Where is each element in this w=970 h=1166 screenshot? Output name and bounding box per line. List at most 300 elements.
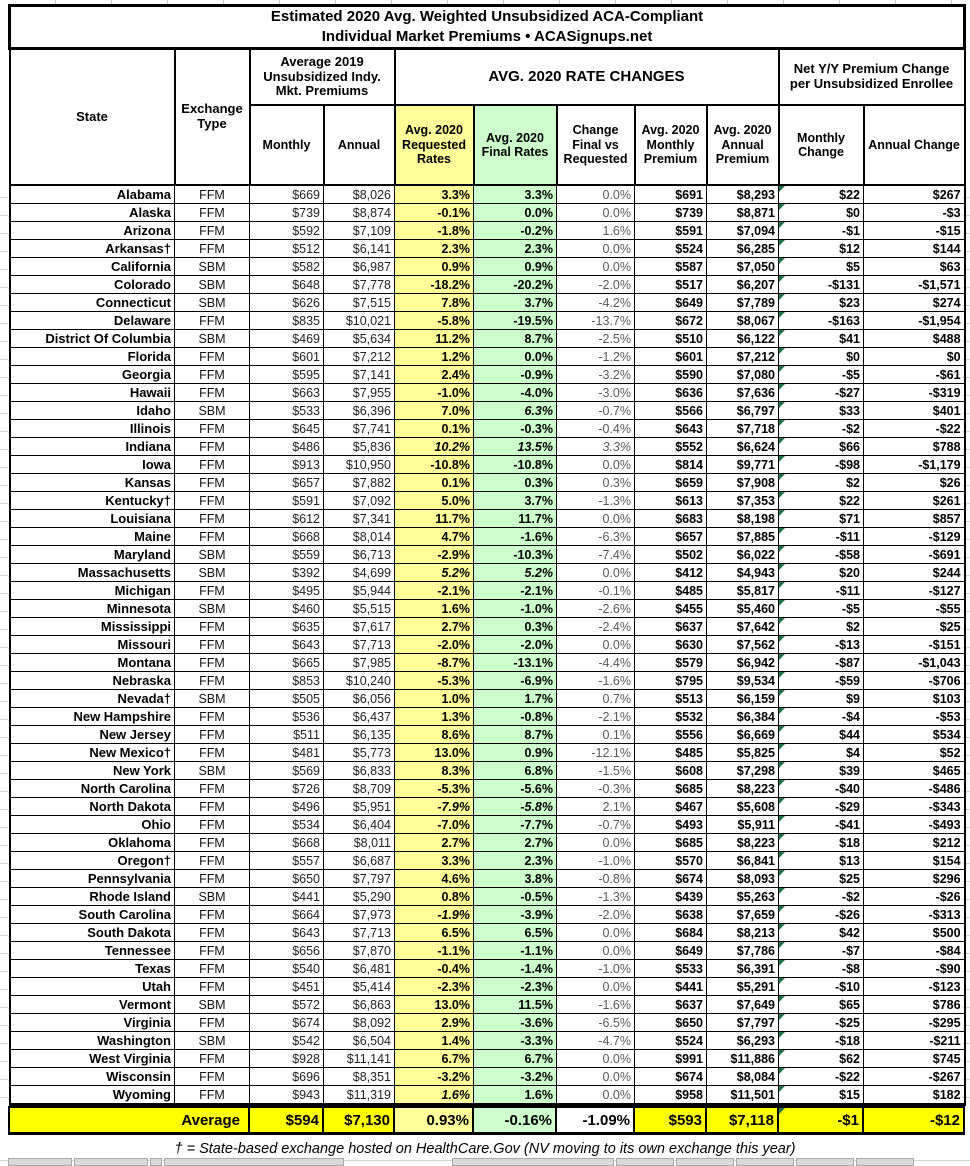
cell-monthly-change[interactable]: -$7 xyxy=(779,942,864,960)
cell-final-rate[interactable]: -2.3% xyxy=(474,978,557,996)
cell-state[interactable]: Utah xyxy=(10,978,175,996)
cell-change-final-vs-requested[interactable]: 0.0% xyxy=(557,258,635,276)
cell-exchange-type[interactable]: SBM xyxy=(175,762,250,780)
cell-monthly-change[interactable]: $42 xyxy=(779,924,864,942)
cell-state[interactable]: Massachusetts xyxy=(10,564,175,582)
cell-requested-rate[interactable]: -1.1% xyxy=(395,942,474,960)
cell-exchange-type[interactable]: FFM xyxy=(175,1068,250,1086)
cell-change-final-vs-requested[interactable]: 0.0% xyxy=(557,564,635,582)
cell-exchange-type[interactable]: SBM xyxy=(175,888,250,906)
sheet-tab[interactable] xyxy=(676,1158,734,1166)
cell-monthly-change[interactable]: $22 xyxy=(779,492,864,510)
cell-state[interactable]: New York xyxy=(10,762,175,780)
cell-annual-premium-2020[interactable]: $7,718 xyxy=(707,420,779,438)
cell-annual-premium-2020[interactable]: $7,080 xyxy=(707,366,779,384)
cell-annual-premium-2020[interactable]: $5,817 xyxy=(707,582,779,600)
cell-state[interactable]: Hawaii xyxy=(10,384,175,402)
average-monthly-premium-2020[interactable]: $593 xyxy=(634,1107,706,1134)
cell-requested-rate[interactable]: 6.5% xyxy=(395,924,474,942)
cell-requested-rate[interactable]: -5.3% xyxy=(395,780,474,798)
cell-annual-change[interactable]: -$1,179 xyxy=(864,456,965,474)
cell-requested-rate[interactable]: 1.6% xyxy=(395,1086,474,1105)
cell-annual-premium-2020[interactable]: $7,353 xyxy=(707,492,779,510)
cell-monthly-premium-2020[interactable]: $630 xyxy=(635,636,707,654)
cell-state[interactable]: Washington xyxy=(10,1032,175,1050)
cell-final-rate[interactable]: -10.8% xyxy=(474,456,557,474)
cell-monthly-premium-2020[interactable]: $650 xyxy=(635,1014,707,1032)
cell-exchange-type[interactable]: SBM xyxy=(175,402,250,420)
cell-annual-premium-2020[interactable]: $7,649 xyxy=(707,996,779,1014)
cell-state[interactable]: Missouri xyxy=(10,636,175,654)
cell-annual-change[interactable]: -$129 xyxy=(864,528,965,546)
cell-annual-premium-2020[interactable]: $6,159 xyxy=(707,690,779,708)
cell-change-final-vs-requested[interactable]: 1.6% xyxy=(557,222,635,240)
cell-requested-rate[interactable]: 2.7% xyxy=(395,618,474,636)
average-requested-rate[interactable]: 0.93% xyxy=(394,1107,473,1134)
cell-annual-2019[interactable]: $7,341 xyxy=(324,510,395,528)
cell-monthly-premium-2020[interactable]: $674 xyxy=(635,870,707,888)
cell-state[interactable]: South Dakota xyxy=(10,924,175,942)
cell-requested-rate[interactable]: 4.6% xyxy=(395,870,474,888)
cell-exchange-type[interactable]: FFM xyxy=(175,654,250,672)
cell-state[interactable]: New Hampshire xyxy=(10,708,175,726)
cell-annual-premium-2020[interactable]: $4,943 xyxy=(707,564,779,582)
cell-annual-premium-2020[interactable]: $8,213 xyxy=(707,924,779,942)
cell-annual-change[interactable]: $274 xyxy=(864,294,965,312)
cell-final-rate[interactable]: -10.3% xyxy=(474,546,557,564)
cell-monthly-change[interactable]: $2 xyxy=(779,618,864,636)
cell-change-final-vs-requested[interactable]: -2.1% xyxy=(557,708,635,726)
cell-state[interactable]: Indiana xyxy=(10,438,175,456)
cell-change-final-vs-requested[interactable]: -4.2% xyxy=(557,294,635,312)
cell-exchange-type[interactable]: FFM xyxy=(175,726,250,744)
cell-monthly-premium-2020[interactable]: $493 xyxy=(635,816,707,834)
cell-change-final-vs-requested[interactable]: 0.0% xyxy=(557,204,635,222)
cell-monthly-2019[interactable]: $650 xyxy=(250,870,324,888)
cell-monthly-change[interactable]: $22 xyxy=(779,185,864,204)
cell-monthly-change[interactable]: $65 xyxy=(779,996,864,1014)
average-annual-change[interactable]: -$12 xyxy=(863,1107,964,1134)
cell-requested-rate[interactable]: 10.2% xyxy=(395,438,474,456)
cell-state[interactable]: Wisconsin xyxy=(10,1068,175,1086)
cell-monthly-2019[interactable]: $542 xyxy=(250,1032,324,1050)
cell-monthly-2019[interactable]: $559 xyxy=(250,546,324,564)
cell-monthly-change[interactable]: $25 xyxy=(779,870,864,888)
cell-monthly-change[interactable]: -$10 xyxy=(779,978,864,996)
cell-annual-2019[interactable]: $8,874 xyxy=(324,204,395,222)
cell-monthly-2019[interactable]: $511 xyxy=(250,726,324,744)
cell-state[interactable]: Oklahoma xyxy=(10,834,175,852)
cell-change-final-vs-requested[interactable]: -2.4% xyxy=(557,618,635,636)
cell-monthly-premium-2020[interactable]: $570 xyxy=(635,852,707,870)
cell-annual-premium-2020[interactable]: $6,841 xyxy=(707,852,779,870)
sheet-tab[interactable] xyxy=(8,1158,72,1166)
cell-monthly-change[interactable]: $23 xyxy=(779,294,864,312)
cell-change-final-vs-requested[interactable]: -4.4% xyxy=(557,654,635,672)
cell-monthly-2019[interactable]: $392 xyxy=(250,564,324,582)
cell-annual-2019[interactable]: $10,021 xyxy=(324,312,395,330)
cell-annual-change[interactable]: -$15 xyxy=(864,222,965,240)
cell-change-final-vs-requested[interactable]: -0.4% xyxy=(557,420,635,438)
cell-exchange-type[interactable]: FFM xyxy=(175,456,250,474)
cell-annual-2019[interactable]: $5,290 xyxy=(324,888,395,906)
cell-requested-rate[interactable]: 13.0% xyxy=(395,744,474,762)
cell-requested-rate[interactable]: 0.1% xyxy=(395,474,474,492)
cell-state[interactable]: Kansas xyxy=(10,474,175,492)
cell-monthly-premium-2020[interactable]: $795 xyxy=(635,672,707,690)
cell-requested-rate[interactable]: -2.3% xyxy=(395,978,474,996)
cell-annual-2019[interactable]: $5,773 xyxy=(324,744,395,762)
average-final-rate[interactable]: -0.16% xyxy=(473,1107,556,1134)
cell-change-final-vs-requested[interactable]: 0.0% xyxy=(557,185,635,204)
cell-annual-premium-2020[interactable]: $5,263 xyxy=(707,888,779,906)
cell-exchange-type[interactable]: FFM xyxy=(175,438,250,456)
cell-monthly-2019[interactable]: $913 xyxy=(250,456,324,474)
cell-annual-2019[interactable]: $7,882 xyxy=(324,474,395,492)
cell-exchange-type[interactable]: FFM xyxy=(175,474,250,492)
cell-annual-change[interactable]: -$313 xyxy=(864,906,965,924)
cell-state[interactable]: Delaware xyxy=(10,312,175,330)
cell-annual-change[interactable]: -$90 xyxy=(864,960,965,978)
average-change-final-vs-requested[interactable]: -1.09% xyxy=(556,1107,634,1134)
cell-monthly-premium-2020[interactable]: $513 xyxy=(635,690,707,708)
cell-monthly-2019[interactable]: $591 xyxy=(250,492,324,510)
cell-change-final-vs-requested[interactable]: -2.6% xyxy=(557,600,635,618)
cell-requested-rate[interactable]: 8.3% xyxy=(395,762,474,780)
cell-exchange-type[interactable]: FFM xyxy=(175,312,250,330)
cell-monthly-2019[interactable]: $534 xyxy=(250,816,324,834)
cell-final-rate[interactable]: 5.2% xyxy=(474,564,557,582)
cell-annual-change[interactable]: $182 xyxy=(864,1086,965,1105)
cell-monthly-2019[interactable]: $657 xyxy=(250,474,324,492)
cell-monthly-change[interactable]: -$18 xyxy=(779,1032,864,1050)
cell-monthly-change[interactable]: $13 xyxy=(779,852,864,870)
cell-change-final-vs-requested[interactable]: -4.7% xyxy=(557,1032,635,1050)
cell-change-final-vs-requested[interactable]: -6.5% xyxy=(557,1014,635,1032)
cell-final-rate[interactable]: -4.0% xyxy=(474,384,557,402)
cell-final-rate[interactable]: -13.1% xyxy=(474,654,557,672)
cell-exchange-type[interactable]: FFM xyxy=(175,384,250,402)
cell-requested-rate[interactable]: -1.9% xyxy=(395,906,474,924)
cell-state[interactable]: Oregon† xyxy=(10,852,175,870)
cell-exchange-type[interactable]: FFM xyxy=(175,636,250,654)
cell-annual-change[interactable]: -$123 xyxy=(864,978,965,996)
cell-annual-2019[interactable]: $7,212 xyxy=(324,348,395,366)
cell-annual-change[interactable]: $52 xyxy=(864,744,965,762)
cell-annual-premium-2020[interactable]: $9,771 xyxy=(707,456,779,474)
cell-monthly-2019[interactable]: $592 xyxy=(250,222,324,240)
cell-final-rate[interactable]: 3.3% xyxy=(474,185,557,204)
cell-annual-change[interactable]: -$486 xyxy=(864,780,965,798)
cell-annual-2019[interactable]: $6,481 xyxy=(324,960,395,978)
cell-annual-2019[interactable]: $6,987 xyxy=(324,258,395,276)
cell-change-final-vs-requested[interactable]: -0.7% xyxy=(557,402,635,420)
cell-monthly-change[interactable]: -$163 xyxy=(779,312,864,330)
cell-exchange-type[interactable]: FFM xyxy=(175,222,250,240)
cell-annual-premium-2020[interactable]: $6,293 xyxy=(707,1032,779,1050)
cell-annual-2019[interactable]: $8,011 xyxy=(324,834,395,852)
cell-monthly-2019[interactable]: $663 xyxy=(250,384,324,402)
cell-state[interactable]: Alaska xyxy=(10,204,175,222)
cell-monthly-2019[interactable]: $643 xyxy=(250,636,324,654)
cell-change-final-vs-requested[interactable]: -0.1% xyxy=(557,582,635,600)
cell-annual-change[interactable]: $857 xyxy=(864,510,965,528)
cell-exchange-type[interactable]: SBM xyxy=(175,690,250,708)
cell-final-rate[interactable]: 0.3% xyxy=(474,618,557,636)
average-annual-2019[interactable]: $7,130 xyxy=(323,1107,394,1134)
cell-annual-2019[interactable]: $7,870 xyxy=(324,942,395,960)
cell-change-final-vs-requested[interactable]: -1.6% xyxy=(557,672,635,690)
cell-requested-rate[interactable]: -0.4% xyxy=(395,960,474,978)
cell-monthly-2019[interactable]: $635 xyxy=(250,618,324,636)
cell-annual-2019[interactable]: $5,836 xyxy=(324,438,395,456)
cell-annual-change[interactable]: -$127 xyxy=(864,582,965,600)
cell-state[interactable]: Nevada† xyxy=(10,690,175,708)
cell-requested-rate[interactable]: 0.1% xyxy=(395,420,474,438)
cell-monthly-2019[interactable]: $668 xyxy=(250,528,324,546)
cell-state[interactable]: New Jersey xyxy=(10,726,175,744)
cell-annual-2019[interactable]: $8,092 xyxy=(324,1014,395,1032)
cell-annual-2019[interactable]: $6,863 xyxy=(324,996,395,1014)
cell-annual-premium-2020[interactable]: $8,293 xyxy=(707,185,779,204)
cell-annual-2019[interactable]: $7,955 xyxy=(324,384,395,402)
cell-state[interactable]: Colorado xyxy=(10,276,175,294)
cell-exchange-type[interactable]: SBM xyxy=(175,294,250,312)
cell-change-final-vs-requested[interactable]: 0.0% xyxy=(557,978,635,996)
cell-annual-2019[interactable]: $7,109 xyxy=(324,222,395,240)
cell-monthly-change[interactable]: $62 xyxy=(779,1050,864,1068)
cell-final-rate[interactable]: 3.8% xyxy=(474,870,557,888)
cell-exchange-type[interactable]: FFM xyxy=(175,708,250,726)
cell-monthly-2019[interactable]: $943 xyxy=(250,1086,324,1105)
cell-final-rate[interactable]: -20.2% xyxy=(474,276,557,294)
cell-monthly-premium-2020[interactable]: $441 xyxy=(635,978,707,996)
cell-change-final-vs-requested[interactable]: 0.0% xyxy=(557,636,635,654)
cell-exchange-type[interactable]: FFM xyxy=(175,978,250,996)
cell-state[interactable]: Vermont xyxy=(10,996,175,1014)
cell-monthly-premium-2020[interactable]: $412 xyxy=(635,564,707,582)
cell-annual-premium-2020[interactable]: $6,797 xyxy=(707,402,779,420)
cell-change-final-vs-requested[interactable]: -1.5% xyxy=(557,762,635,780)
cell-state[interactable]: Kentucky† xyxy=(10,492,175,510)
sheet-tab[interactable] xyxy=(856,1158,914,1166)
cell-monthly-change[interactable]: -$22 xyxy=(779,1068,864,1086)
cell-state[interactable]: Minnesota xyxy=(10,600,175,618)
cell-final-rate[interactable]: 11.7% xyxy=(474,510,557,528)
cell-requested-rate[interactable]: -3.2% xyxy=(395,1068,474,1086)
cell-requested-rate[interactable]: -2.1% xyxy=(395,582,474,600)
cell-monthly-2019[interactable]: $739 xyxy=(250,204,324,222)
cell-annual-change[interactable]: -$691 xyxy=(864,546,965,564)
cell-annual-2019[interactable]: $6,833 xyxy=(324,762,395,780)
cell-monthly-2019[interactable]: $512 xyxy=(250,240,324,258)
cell-monthly-2019[interactable]: $835 xyxy=(250,312,324,330)
cell-monthly-premium-2020[interactable]: $674 xyxy=(635,1068,707,1086)
cell-monthly-premium-2020[interactable]: $649 xyxy=(635,294,707,312)
cell-monthly-change[interactable]: $2 xyxy=(779,474,864,492)
cell-final-rate[interactable]: 2.7% xyxy=(474,834,557,852)
cell-requested-rate[interactable]: 7.0% xyxy=(395,402,474,420)
cell-annual-2019[interactable]: $5,515 xyxy=(324,600,395,618)
cell-annual-change[interactable]: -$151 xyxy=(864,636,965,654)
cell-final-rate[interactable]: 8.7% xyxy=(474,726,557,744)
cell-state[interactable]: Nebraska xyxy=(10,672,175,690)
cell-annual-2019[interactable]: $6,141 xyxy=(324,240,395,258)
cell-final-rate[interactable]: 2.3% xyxy=(474,240,557,258)
cell-monthly-2019[interactable]: $601 xyxy=(250,348,324,366)
cell-monthly-2019[interactable]: $481 xyxy=(250,744,324,762)
cell-monthly-premium-2020[interactable]: $683 xyxy=(635,510,707,528)
cell-change-final-vs-requested[interactable]: 3.3% xyxy=(557,438,635,456)
cell-final-rate[interactable]: -3.9% xyxy=(474,906,557,924)
sheet-tab[interactable] xyxy=(150,1158,162,1166)
cell-final-rate[interactable]: 6.7% xyxy=(474,1050,557,1068)
cell-change-final-vs-requested[interactable]: -1.3% xyxy=(557,492,635,510)
cell-annual-change[interactable]: -$61 xyxy=(864,366,965,384)
cell-annual-premium-2020[interactable]: $6,624 xyxy=(707,438,779,456)
cell-annual-premium-2020[interactable]: $7,885 xyxy=(707,528,779,546)
cell-monthly-change[interactable]: $5 xyxy=(779,258,864,276)
sheet-tab[interactable] xyxy=(796,1158,854,1166)
cell-annual-2019[interactable]: $6,135 xyxy=(324,726,395,744)
cell-monthly-premium-2020[interactable]: $556 xyxy=(635,726,707,744)
cell-annual-premium-2020[interactable]: $7,908 xyxy=(707,474,779,492)
cell-monthly-change[interactable]: -$27 xyxy=(779,384,864,402)
cell-state[interactable]: Mississippi xyxy=(10,618,175,636)
cell-monthly-2019[interactable]: $643 xyxy=(250,924,324,942)
cell-change-final-vs-requested[interactable]: 0.0% xyxy=(557,510,635,528)
cell-monthly-change[interactable]: $9 xyxy=(779,690,864,708)
average-monthly-2019[interactable]: $594 xyxy=(249,1107,323,1134)
cell-annual-change[interactable]: $244 xyxy=(864,564,965,582)
cell-annual-2019[interactable]: $5,951 xyxy=(324,798,395,816)
cell-annual-2019[interactable]: $11,319 xyxy=(324,1086,395,1105)
cell-change-final-vs-requested[interactable]: -6.3% xyxy=(557,528,635,546)
cell-annual-change[interactable]: -$1,043 xyxy=(864,654,965,672)
cell-change-final-vs-requested[interactable]: 0.1% xyxy=(557,726,635,744)
cell-change-final-vs-requested[interactable]: -1.0% xyxy=(557,852,635,870)
cell-exchange-type[interactable]: SBM xyxy=(175,600,250,618)
cell-monthly-change[interactable]: -$98 xyxy=(779,456,864,474)
cell-monthly-2019[interactable]: $853 xyxy=(250,672,324,690)
cell-monthly-change[interactable]: $0 xyxy=(779,348,864,366)
cell-requested-rate[interactable]: 3.3% xyxy=(395,185,474,204)
cell-exchange-type[interactable]: FFM xyxy=(175,780,250,798)
cell-monthly-change[interactable]: $33 xyxy=(779,402,864,420)
cell-change-final-vs-requested[interactable]: -3.2% xyxy=(557,366,635,384)
cell-annual-premium-2020[interactable]: $9,534 xyxy=(707,672,779,690)
cell-monthly-change[interactable]: -$2 xyxy=(779,420,864,438)
cell-monthly-change[interactable]: $66 xyxy=(779,438,864,456)
cell-exchange-type[interactable]: SBM xyxy=(175,564,250,582)
cell-exchange-type[interactable]: FFM xyxy=(175,942,250,960)
cell-annual-2019[interactable]: $7,985 xyxy=(324,654,395,672)
cell-annual-premium-2020[interactable]: $11,886 xyxy=(707,1050,779,1068)
sheet-tab[interactable] xyxy=(736,1158,794,1166)
cell-state[interactable]: North Dakota xyxy=(10,798,175,816)
cell-monthly-change[interactable]: -$41 xyxy=(779,816,864,834)
cell-monthly-2019[interactable]: $656 xyxy=(250,942,324,960)
cell-monthly-2019[interactable]: $928 xyxy=(250,1050,324,1068)
cell-annual-premium-2020[interactable]: $6,391 xyxy=(707,960,779,978)
cell-requested-rate[interactable]: 2.7% xyxy=(395,834,474,852)
cell-change-final-vs-requested[interactable]: -0.3% xyxy=(557,780,635,798)
cell-monthly-premium-2020[interactable]: $659 xyxy=(635,474,707,492)
cell-monthly-premium-2020[interactable]: $485 xyxy=(635,744,707,762)
cell-change-final-vs-requested[interactable]: -1.0% xyxy=(557,960,635,978)
cell-annual-premium-2020[interactable]: $8,871 xyxy=(707,204,779,222)
cell-annual-premium-2020[interactable]: $7,786 xyxy=(707,942,779,960)
cell-annual-premium-2020[interactable]: $7,636 xyxy=(707,384,779,402)
cell-annual-change[interactable]: -$84 xyxy=(864,942,965,960)
cell-monthly-2019[interactable]: $665 xyxy=(250,654,324,672)
cell-requested-rate[interactable]: -5.8% xyxy=(395,312,474,330)
cell-exchange-type[interactable]: FFM xyxy=(175,582,250,600)
cell-monthly-2019[interactable]: $486 xyxy=(250,438,324,456)
cell-annual-change[interactable]: -$26 xyxy=(864,888,965,906)
cell-monthly-change[interactable]: -$59 xyxy=(779,672,864,690)
cell-annual-2019[interactable]: $7,797 xyxy=(324,870,395,888)
cell-annual-change[interactable]: -$267 xyxy=(864,1068,965,1086)
cell-requested-rate[interactable]: 11.2% xyxy=(395,330,474,348)
cell-monthly-premium-2020[interactable]: $510 xyxy=(635,330,707,348)
cell-requested-rate[interactable]: 1.0% xyxy=(395,690,474,708)
cell-final-rate[interactable]: -5.8% xyxy=(474,798,557,816)
cell-requested-rate[interactable]: 1.6% xyxy=(395,600,474,618)
cell-final-rate[interactable]: -7.7% xyxy=(474,816,557,834)
cell-final-rate[interactable]: 11.5% xyxy=(474,996,557,1014)
cell-monthly-change[interactable]: $39 xyxy=(779,762,864,780)
cell-annual-2019[interactable]: $6,404 xyxy=(324,816,395,834)
cell-monthly-premium-2020[interactable]: $439 xyxy=(635,888,707,906)
cell-exchange-type[interactable]: FFM xyxy=(175,834,250,852)
cell-requested-rate[interactable]: 5.2% xyxy=(395,564,474,582)
cell-annual-premium-2020[interactable]: $7,298 xyxy=(707,762,779,780)
cell-requested-rate[interactable]: 0.8% xyxy=(395,888,474,906)
cell-state[interactable]: District Of Columbia xyxy=(10,330,175,348)
cell-change-final-vs-requested[interactable]: 2.1% xyxy=(557,798,635,816)
cell-final-rate[interactable]: -19.5% xyxy=(474,312,557,330)
cell-monthly-premium-2020[interactable]: $566 xyxy=(635,402,707,420)
cell-final-rate[interactable]: 0.3% xyxy=(474,474,557,492)
cell-final-rate[interactable]: -0.9% xyxy=(474,366,557,384)
cell-annual-2019[interactable]: $5,634 xyxy=(324,330,395,348)
cell-state[interactable]: Maryland xyxy=(10,546,175,564)
cell-annual-premium-2020[interactable]: $7,050 xyxy=(707,258,779,276)
cell-requested-rate[interactable]: -2.9% xyxy=(395,546,474,564)
cell-requested-rate[interactable]: 5.0% xyxy=(395,492,474,510)
cell-requested-rate[interactable]: 8.6% xyxy=(395,726,474,744)
cell-exchange-type[interactable]: SBM xyxy=(175,330,250,348)
cell-monthly-2019[interactable]: $536 xyxy=(250,708,324,726)
cell-monthly-2019[interactable]: $612 xyxy=(250,510,324,528)
cell-exchange-type[interactable]: FFM xyxy=(175,924,250,942)
cell-monthly-premium-2020[interactable]: $814 xyxy=(635,456,707,474)
cell-annual-premium-2020[interactable]: $8,067 xyxy=(707,312,779,330)
cell-change-final-vs-requested[interactable]: -1.6% xyxy=(557,996,635,1014)
cell-final-rate[interactable]: -0.3% xyxy=(474,420,557,438)
cell-annual-change[interactable]: $144 xyxy=(864,240,965,258)
cell-monthly-2019[interactable]: $451 xyxy=(250,978,324,996)
cell-final-rate[interactable]: -3.3% xyxy=(474,1032,557,1050)
cell-exchange-type[interactable]: FFM xyxy=(175,960,250,978)
cell-requested-rate[interactable]: -1.8% xyxy=(395,222,474,240)
cell-exchange-type[interactable]: FFM xyxy=(175,870,250,888)
cell-annual-2019[interactable]: $6,504 xyxy=(324,1032,395,1050)
cell-requested-rate[interactable]: -0.1% xyxy=(395,204,474,222)
cell-monthly-premium-2020[interactable]: $517 xyxy=(635,276,707,294)
cell-requested-rate[interactable]: 2.4% xyxy=(395,366,474,384)
